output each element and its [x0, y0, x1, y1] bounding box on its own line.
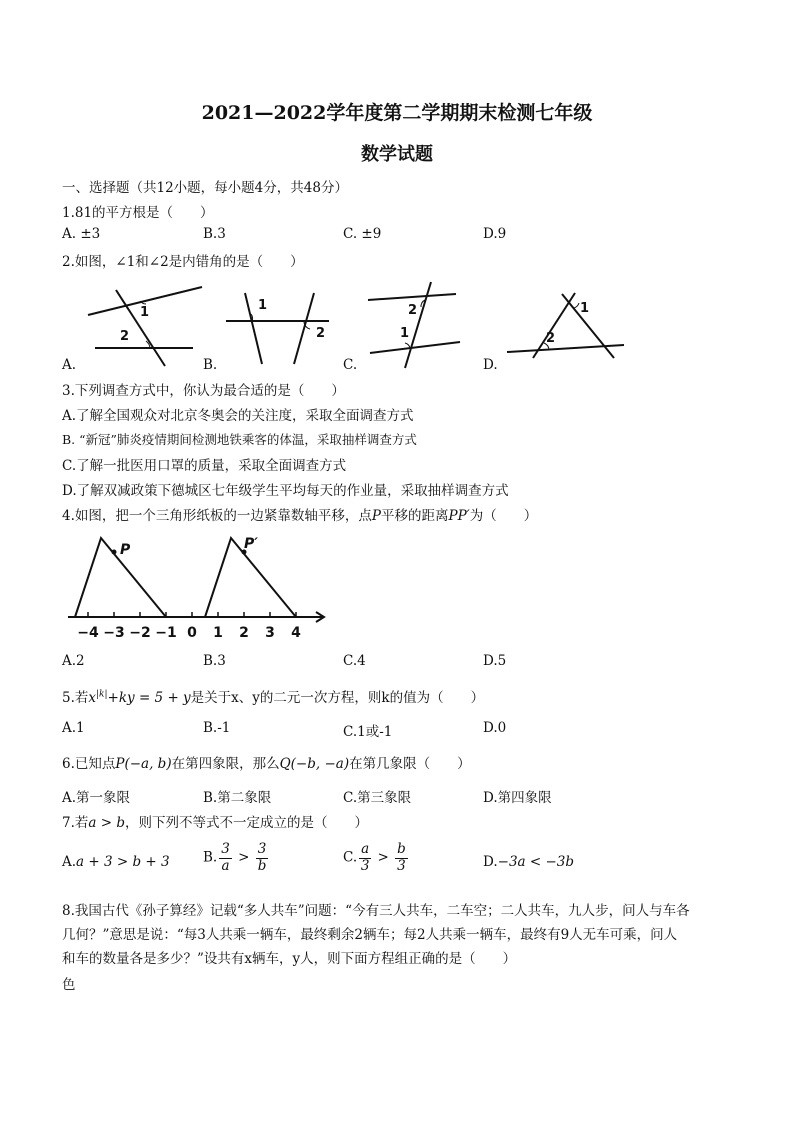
- q7-option-b: B. $\frac{3}{a}$ > $\frac{3}{b}$: [203, 841, 267, 874]
- q5-option-c: C.1或-1: [343, 724, 393, 740]
- q2-figures: [0, 278, 794, 373]
- q2-c-angle2: 2: [408, 303, 418, 318]
- q6-option-c: C.第三象限: [343, 790, 412, 806]
- q4-label-p-prime: P′: [244, 536, 258, 552]
- q6-option-a: A.第一象限: [62, 790, 131, 806]
- q6-option-d: D.第四象限: [483, 790, 552, 806]
- q2-option-d: D.: [483, 357, 498, 373]
- q2-d-angle2: 2: [546, 331, 556, 346]
- q5-option-a: A.1: [62, 720, 85, 736]
- q8-line4: 色: [62, 977, 76, 993]
- q7-option-d: D.−3a < −3b: [483, 854, 575, 870]
- q1-option-c: C. ±9: [343, 226, 382, 242]
- q4-tick-label: −4: [77, 625, 99, 641]
- q4-tick-label: 3: [265, 625, 275, 641]
- q5-option-b: B.-1: [203, 720, 231, 736]
- q2-a-angle1: 1: [140, 305, 150, 320]
- q2-option-b: B.: [203, 357, 218, 373]
- q1-option-b: B.3: [203, 226, 226, 242]
- q7-option-a: A.a + 3 > b + 3: [62, 854, 170, 870]
- q3-option-b: B. “新冠”肺炎疫情期间检测地铁乘客的体温，采取抽样调查方式: [62, 432, 417, 447]
- q3-option-c: C.了解一批医用口罩的质量，采取全面调查方式: [62, 458, 347, 474]
- page-subtitle: 数学试题: [361, 144, 433, 165]
- q4-tick-label: 0: [187, 625, 197, 641]
- q4-tick-label: 4: [291, 625, 301, 641]
- q4-tick-label: −2: [129, 625, 151, 641]
- q5-stem: 5.若$x^{|k|}+ky = 5 + y$是关于x、y的二元一次方程，则k的值为（ ）: [62, 689, 485, 706]
- q2-b-angle1: 1: [258, 298, 268, 313]
- q3-stem: 3.下列调查方式中，你认为最合适的是（ ）: [62, 383, 345, 399]
- q4-stem: 4.如图，把一个三角形纸板的一边紧靠数轴平移，点P平移的距离PP′为（ ）: [62, 508, 538, 524]
- page-title: 2021—2022学年度第二学期期末检测七年级: [201, 102, 593, 124]
- q2-option-a: A.: [62, 357, 77, 373]
- q4-tick-label: −1: [155, 625, 177, 641]
- q7-option-c: C. $\frac{a}{3}$ > $\frac{b}{3}$: [343, 841, 406, 874]
- q4-tick-label: 1: [213, 625, 223, 641]
- q6-option-b: B.第二象限: [203, 790, 272, 806]
- q3-option-a: A.了解全国观众对北京冬奥会的关注度，采取全面调查方式: [62, 408, 414, 424]
- q4-point-p: [112, 550, 117, 555]
- q2-d-angle1: 1: [580, 301, 590, 316]
- section-heading: 一、选择题（共12小题，每小题4分，共48分）: [62, 180, 348, 196]
- q2-a-angle2: 2: [120, 329, 130, 344]
- q8-line2: 几何？”意思是说：“每3人共乘一辆车，最终剩余2辆车；每2人共乘一辆车，最终有9人无车可乘，问人: [62, 927, 678, 943]
- q8-line3: 和车的数量各是多少？”设共有x辆车，y人，则下面方程组正确的是（ ）: [62, 951, 517, 967]
- q2-option-c: C.: [343, 357, 358, 373]
- q1-option-d: D.9: [483, 226, 507, 242]
- q6-stem: 6.已知点P(−a, b)在第四象限，那么Q(−b, −a)在第几象限（ ）: [62, 756, 471, 772]
- q1-stem: 1.81的平方根是（ ）: [62, 205, 214, 221]
- q3-option-d: D.了解双减政策下德城区七年级学生平均每天的作业量，采取抽样调查方式: [62, 483, 509, 499]
- q4-option-d: D.5: [483, 653, 507, 669]
- q7-stem: 7.若a > b，则下列不等式不一定成立的是（ ）: [62, 815, 368, 831]
- q2-b-angle2: 2: [316, 326, 326, 341]
- q4-number-line-figure: [0, 528, 794, 643]
- q8-line1: 8.我国古代《孙子算经》记载“多人共车”问题：“今有三人共车，二车空；二人共车，九人步，问人与车各: [62, 903, 690, 919]
- q4-label-p: P: [120, 542, 131, 558]
- q4-tick-label: 2: [239, 625, 249, 641]
- q2-stem: 2.如图，∠1和∠2是内错角的是（ ）: [62, 254, 304, 270]
- q4-option-c: C.4: [343, 653, 366, 669]
- q4-option-a: A.2: [62, 653, 85, 669]
- q1-option-a: A. ±3: [62, 226, 101, 242]
- q4-option-b: B.3: [203, 653, 226, 669]
- q2-c-angle1: 1: [400, 326, 410, 341]
- q5-option-d: D.0: [483, 720, 507, 736]
- q4-tick-label: −3: [103, 625, 125, 641]
